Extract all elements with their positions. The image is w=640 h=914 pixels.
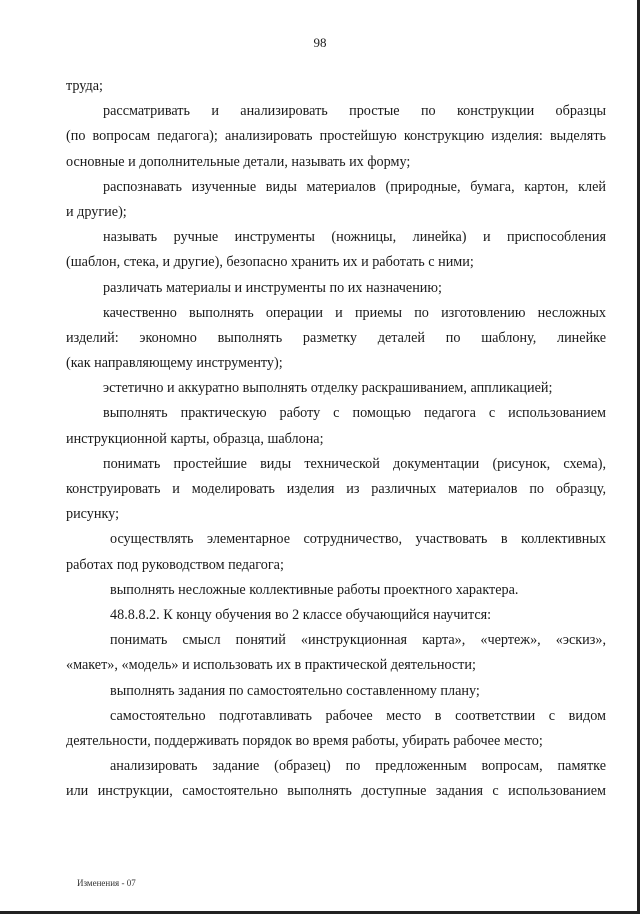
body-text bbox=[66, 74, 606, 804]
text-line: выполнять практическую работу с помощью педагога с использованием bbox=[103, 405, 606, 422]
text-line: (шаблон, стека, и другие), безопасно хранить их и работать с ними; bbox=[66, 254, 474, 271]
text-line: различать материалы и инструменты по их назначению; bbox=[103, 279, 442, 296]
text-line: самостоятельно подготавливать рабочее место в соответствии с видом bbox=[110, 707, 606, 724]
text-line: анализировать задание (образец) по предложенным вопросам, памятке bbox=[110, 758, 606, 775]
text-line: основные и дополнительные детали, называть их форму; bbox=[66, 153, 411, 170]
footer-note: Изменения - 07 bbox=[77, 878, 136, 888]
text-line: рассматривать и анализировать простые по конструкции образцы bbox=[103, 103, 606, 120]
text-line: или инструкции, самостоятельно выполнять доступные задания с использованием bbox=[66, 783, 606, 800]
section-heading: 48.8.8.2. К концу обучения во 2 классе обучающийся научится: bbox=[110, 606, 492, 623]
text-line: эстетично и аккуратно выполнять отделку раскрашиванием, аппликацией; bbox=[103, 380, 553, 397]
text-line: (как направляющему инструменту); bbox=[66, 355, 283, 372]
page-number: 98 bbox=[313, 35, 327, 50]
text-line: называть ручные инструменты (ножницы, линейка) и приспособления bbox=[103, 229, 606, 246]
text-line: инструкционной карты, образца, шаблона; bbox=[66, 430, 324, 447]
text-line: рисунку; bbox=[66, 506, 120, 523]
text-line: распознавать изученные виды материалов (природные, бумага, картон, клей bbox=[103, 178, 606, 195]
text-line: (по вопросам педагога); анализировать простейшую конструкцию изделия: выделять bbox=[66, 128, 606, 145]
text-line: и другие); bbox=[66, 203, 127, 220]
text-line: понимать простейшие виды технической документации (рисунок, схема), bbox=[103, 455, 606, 472]
text-line: изделий: экономно выполнять разметку деталей по шаблону, линейке bbox=[66, 329, 606, 346]
text-line: конструировать и моделировать изделия из различных материалов по образцу, bbox=[66, 481, 606, 497]
text-line: качественно выполнять операции и приемы по изготовлению несложных bbox=[103, 304, 606, 321]
text-line: работах под руководством педагога; bbox=[66, 556, 284, 573]
text-line: «макет», «модель» и использовать их в практической деятельности; bbox=[66, 657, 476, 674]
text-line: труда; bbox=[66, 78, 103, 94]
text-line: деятельности, поддерживать порядок во время работы, убирать рабочее место; bbox=[66, 732, 543, 749]
text-line: выполнять задания по самостоятельно составленному плану; bbox=[110, 682, 480, 699]
text-line: осуществлять элементарное сотрудничество, участвовать в коллективных bbox=[110, 531, 606, 548]
text-line: понимать смысл понятий «инструкционная карта», «чертеж», «эскиз», bbox=[110, 632, 606, 649]
text-line: выполнять несложные коллективные работы проектного характера. bbox=[110, 581, 519, 598]
